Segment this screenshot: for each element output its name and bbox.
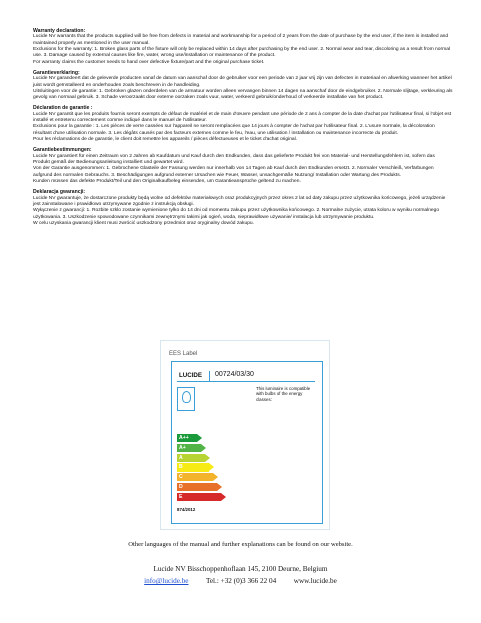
section-text: Von der Garantie ausgenommen: 1. Gebrochene Glasteile der Fassung werden nur innerhalb von 14 Tagen ab Kauf durch den Endkunden ersetzt. 2. Normaler Verschleiß, Verfärbungen aufgrund des normalen Gebrauchs. 3. Beschädigungen aufgrund externer Ursachen wie Feuer, Wasser, unsachgemäße Nutzung/ Installation oder Wartung des Produkts. [33,166,434,178]
energy-class-bar: D [177,483,217,491]
energy-class-bar: E [177,493,221,501]
energy-label-card [171,361,323,524]
warranty-de [33,147,453,185]
energy-class-bar: C [177,473,213,481]
energy-class-bar: A++ [177,434,197,442]
phone-number: Tel.: +32 (0)3 366 22 04 [205,577,277,585]
bulb-icon [177,387,195,411]
section-text: Lucide NV garantit que les produits fournis seront exempts de défaut de matériel et de main d'œuvre pendant une période de 2 ans à compter de la date d'achat par l'utilisateur final, si l'objet est installé et entretenu correctement comme indiqué dans le manuel de l'utilisateur. [33,111,452,124]
ees-label-frame [160,340,330,530]
section-text: Exclusions for the warranty: 1. Broken glass parts of the fixture will only be replaced within 14 days after purchasing by the end user. 2. Normal wear and tear, discoloring as a result from normal use. 3. Damage caused by external causes like fire, water, wrong use/installation or maintenance of the product. [33,47,450,59]
section-text: For warranty claims the customer needs to hand over defective fixture/part and the original purchase ticket. [33,59,265,65]
section-text: Pour les réclamations de de garantie, le client doit remettre les appareils / pièces défectueuses et le ticket d'achat original. [33,137,298,143]
section-text: Lucide NV garantiert für einen Zeitraum von 2 Jahren ab Kaufdatum und Kauf durch den Endkunden, dass das gelieferte Produkt frei von Material- und Herstellungsfehlern ist, sofern das Produkt gemäß der Bedienungsanleitung installiert und gewartet wird. [33,153,435,166]
company-address: Bisschoppenhoflaan 145, 2100 Deurne, Belgium [187,565,328,573]
section-heading: Garantieverklaring: [33,69,80,76]
section-text: W celu uzyskania gwarancji klient musi zwrócić uszkodzony przedmiot oraz oryginalny dowód zakupu. [33,220,254,226]
section-heading: Warranty declaration: [33,28,86,34]
warranty-en [33,28,453,66]
label-brand: LUCIDE [179,372,203,379]
label-divider [209,371,210,381]
energy-class-bar: A [177,454,205,462]
warranty-nl [33,70,453,102]
warranty-pl [33,189,453,227]
label-product-code: 00724/03/30 [215,371,254,378]
section-text: Lucide NV garandeert dat de geleverde producten vanaf de datum van aanschaf door de gebruiker voor een periode van 2 jaar vrij zijn van defecten in materiaal en afwerking wanneer het artikel juist wordt geïnstalleerd en onderhouden zoals beschreven in de handleiding. [33,76,452,88]
company-name: Lucide NV [153,565,186,573]
label-regulation: 874/2012 [177,507,196,512]
section-heading: Garantiebestimmungen: [33,147,92,154]
section-text: Lucide NV gwarantuje, że dostarczone produkty będą wolne od defektów materiałowych oraz produkcyjnych przez okres 2 lat od daty zakupu przez użytkownika końcowego, jeżeli urządzenie jest zainstalowane i prawidłowo utrzymywane zgodnie z instrukcją obsługi. [33,195,446,207]
energy-class-scale [177,434,221,502]
section-text: Exclusions pour la garantie : 1. Les pièces de verre cassées sur l'appareil ne seront remplacées que 14 jours à compter de l'achat par l'utilisateur final. 2. L'usure normale, la décoloration résultant d'une utilisation normale. 3. Les dégâts causés par des facteurs externes comme le feu, l'eau, une utilisation / installation ou maintenance incorrecte du produit. [33,124,435,136]
footer-contact-line [0,577,481,585]
section-text: Kunden müssen das defekte Produkt/Teil und den Originalkaufbeleg einsenden, um Garantieansprüche geltend zu machen. [33,178,301,184]
energy-class-bar: B [177,463,209,471]
label-compat-text: This luminaire is compatible with bulbs of the energy classes: [256,386,311,402]
section-heading: Deklaracja gwarancji: [33,189,86,196]
email-link[interactable]: info@lucide.be [144,577,189,585]
warranty-document [33,28,453,227]
section-heading: Déclaration de garantie : [33,105,93,112]
footer-note: Other languages of the manual and further explanations can be found on our website. [128,541,353,548]
section-text: Wyłączenie z gwarancji: 1. Rozbite szklo zostanie wymienione tylko do 14 dni od momentu zakupu przez użytkownika końcowego. 2. Normalne zużycie, utrata koloru w wyniku normalnego użytkowania. 3. Uszkodzenie spowodowane czynnikami zewnętrznymi takimi jak ogień, woda, nieprawidłowe używanie/ instalacja lub utrzymywanie produktu. [33,208,440,220]
ees-label-title: EES Label [169,351,198,357]
energy-class-bar: A+ [177,444,201,452]
section-text: Lucide NV warrants that the products supplied will be free from defects in material and workmanship for a period of 2 years from the date of purchase by the end user, if the item is installed and maintained properly as mentioned in the user manual. [33,34,449,46]
website-url[interactable]: www.lucide.be [293,577,337,585]
label-header [177,371,315,382]
section-text: Uitsluitingen voor de garantie: 1. Gebroken glazen onderdelen van de armatuur worden alleen vervangen binnen 14 dagen na aanschaf door de eindgebruiker. 2. Normale slijtage, verkleuring als gevolg van normaal gebruik. 3. Schade veroorzaakt door externe oorzaken zoals vuur, water, verkeerd gebruik/onderhoud of verkeerde installatie van het product. [33,88,453,101]
warranty-fr [33,105,453,143]
footer-address-line [0,565,481,573]
